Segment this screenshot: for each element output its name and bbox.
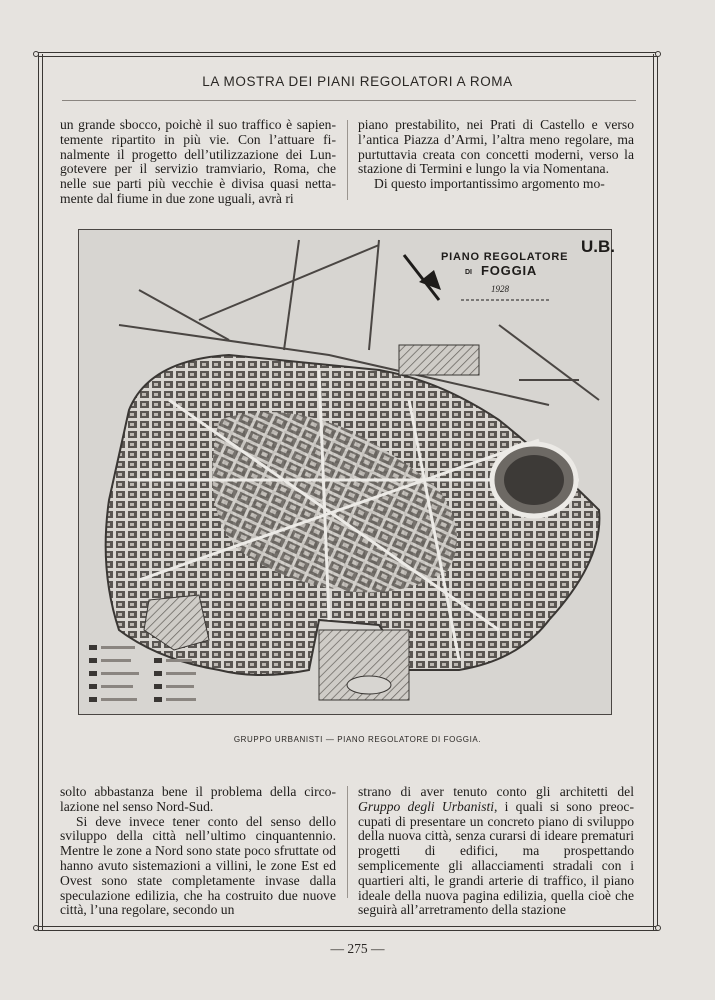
station-area bbox=[399, 345, 479, 375]
text-run: strano di aver tenuto conto gli architetti del bbox=[358, 784, 634, 799]
column-divider bbox=[347, 120, 348, 200]
frame-corner-ornament bbox=[33, 925, 39, 931]
top-right-column bbox=[358, 118, 634, 192]
map-year: 1928 bbox=[491, 284, 509, 294]
paragraph: solto abbastanza bene il problema della circolazione nel senso Nord-Sud. bbox=[60, 784, 336, 814]
map-title-line1: PIANO REGOLATORE bbox=[441, 251, 569, 263]
bottom-left-column bbox=[60, 785, 336, 918]
column-divider bbox=[347, 786, 348, 898]
figure-caption: GRUPPO URBANISTI — PIANO REGOLATORE DI FOGGIA. bbox=[233, 735, 482, 744]
map-badge: U.B. bbox=[581, 237, 615, 256]
paragraph: Si deve invece tener conto del senso dello sviluppo della città nell’ultimo cinquantennio. Mentre le zone a Nord sono state poco sfruttate od hanno avuto sistemazioni a villini, le zone Est ed Ovest sono state completamente invase dalla speculazione edilizia, che ha costruito due nuove città, l’una regolare, secondo un bbox=[60, 813, 336, 918]
racecourse-infield bbox=[504, 455, 564, 505]
bottom-frame-rule bbox=[38, 926, 658, 931]
paragraph bbox=[358, 785, 634, 918]
text-run: , i quali si sono preoccupati di presentare un concreto piano di sviluppo della nuova città, senza curarsi di ideare prematuri progetti di edifici, ma prospettando semplicemente gli allacciamenti stradali con i quartieri alti, le grandi arterie di traffico, il piano ideale della nuova pagina edilizia, quella cioè che seguirà all’arretramento della stazione bbox=[358, 798, 634, 918]
running-title: LA MOSTRA DEI PIANI REGOLATORI A ROMA bbox=[202, 74, 513, 89]
left-frame-rule bbox=[38, 54, 43, 930]
right-frame-rule bbox=[653, 54, 658, 930]
top-frame-rule bbox=[38, 52, 658, 57]
foggia-plan-map bbox=[78, 229, 615, 715]
frame-corner-ornament bbox=[655, 925, 661, 931]
page-number: — 275 — bbox=[330, 941, 385, 956]
top-left-column bbox=[60, 118, 336, 207]
paragraph: un grande sbocco, poichè il suo traffico è sapientemente ripartito in più vie. Con l’attuare finalmente il progetto dell’utilizzazione dei Lungotevere per il servizio tramviario, Roma, che nelle sue parti più vecchie è divisa quasi nettamente dal fiume in due zone uguali, avrà ri bbox=[60, 117, 336, 206]
frame-corner-ornament bbox=[655, 51, 661, 57]
paragraph: Di questo importantissimo argomento mo- bbox=[374, 176, 605, 192]
map-title-city: FOGGIA bbox=[481, 263, 538, 278]
italic-text-run: Gruppo degli Urbanisti bbox=[358, 798, 495, 814]
map-title-prefix: DI bbox=[465, 269, 472, 276]
header-divider bbox=[62, 100, 636, 101]
map-drawing bbox=[79, 230, 615, 714]
bottom-right-column bbox=[358, 785, 634, 918]
paragraph: piano prestabilito, nei Prati di Castello e verso l’antica Piazza d’Armi, l’altra meno regolare, ma purtuttavia creata con concetti moderni, verso la stazione di Termini e lungo la via Nomentana. bbox=[358, 117, 634, 177]
stadium-track bbox=[347, 676, 391, 694]
north-arrow-icon bbox=[404, 255, 441, 300]
frame-corner-ornament bbox=[33, 51, 39, 57]
